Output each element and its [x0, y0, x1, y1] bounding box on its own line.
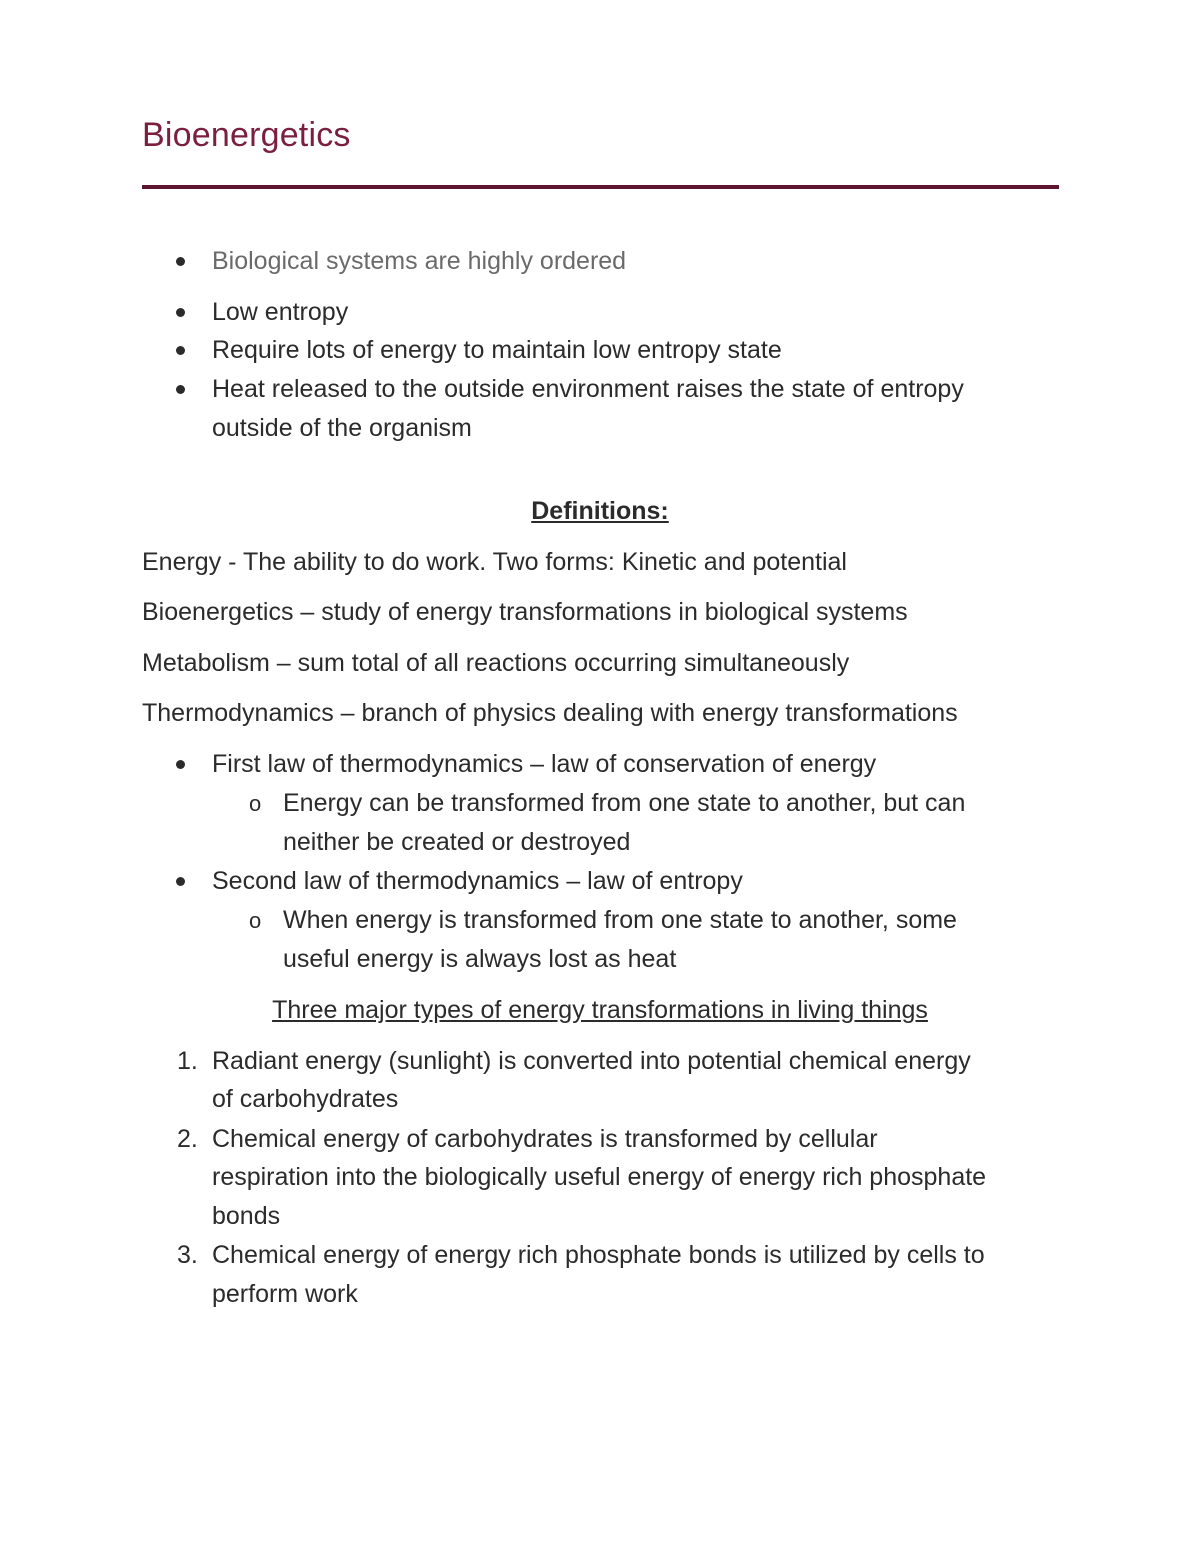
intro-bullet-text: Low entropy [212, 298, 349, 326]
first-law-sub-text-continued: neither be created or destroyed [283, 828, 631, 856]
second-law-sub-text: When energy is transformed from one state to another, some [283, 906, 957, 934]
transformations-heading: Three major types of energy transformations in living things [272, 996, 928, 1024]
transformation-1-text: Radiant energy (sunlight) is converted into potential chemical energy [212, 1047, 971, 1075]
definition-energy: Energy - The ability to do work. Two forms: Kinetic and potential [142, 548, 847, 576]
second-law-sub-text-continued: useful energy is always lost as heat [283, 945, 677, 973]
transformation-3-text-continued: perform work [212, 1280, 358, 1308]
intro-bullet-text: Require lots of energy to maintain low entropy state [212, 336, 782, 364]
bullet-icon [176, 877, 185, 886]
sub-bullet-marker: o [249, 908, 262, 933]
definition-thermodynamics: Thermodynamics – branch of physics dealing with energy transformations [142, 699, 958, 727]
title-rule [142, 185, 1059, 189]
second-law-text: Second law of thermodynamics – law of entropy [212, 867, 743, 895]
list-number: 3. [177, 1241, 198, 1269]
transformation-2-text-continued: respiration into the biologically useful energy of energy rich phosphate [212, 1163, 987, 1191]
transformation-1-text-continued: of carbohydrates [212, 1085, 399, 1113]
definition-bioenergetics: Bioenergetics – study of energy transformations in biological systems [142, 598, 908, 626]
transformation-3-text: Chemical energy of energy rich phosphate bonds is utilized by cells to [212, 1241, 985, 1269]
first-law-text: First law of thermodynamics – law of conservation of energy [212, 750, 877, 778]
definition-metabolism: Metabolism – sum total of all reactions occurring simultaneously [142, 649, 850, 677]
bullet-icon [176, 346, 185, 355]
intro-bullet-text: Heat released to the outside environment raises the state of entropy [212, 375, 964, 403]
intro-bullet-text: Biological systems are highly ordered [212, 247, 627, 275]
first-law-sub-text: Energy can be transformed from one state to another, but can [283, 789, 966, 817]
bullet-icon [176, 760, 185, 769]
bullet-icon [176, 257, 185, 266]
list-number: 1. [177, 1047, 198, 1075]
transformation-2-text: Chemical energy of carbohydrates is transformed by cellular [212, 1125, 878, 1153]
bullet-icon [176, 385, 185, 394]
definitions-heading: Definitions: [531, 497, 669, 525]
sub-bullet-marker: o [249, 791, 262, 816]
page-title: Bioenergetics [142, 116, 351, 154]
transformation-2-text-continued: bonds [212, 1202, 281, 1230]
bullet-icon [176, 308, 185, 317]
intro-bullet-text-continued: outside of the organism [212, 414, 472, 442]
list-number: 2. [177, 1125, 198, 1153]
